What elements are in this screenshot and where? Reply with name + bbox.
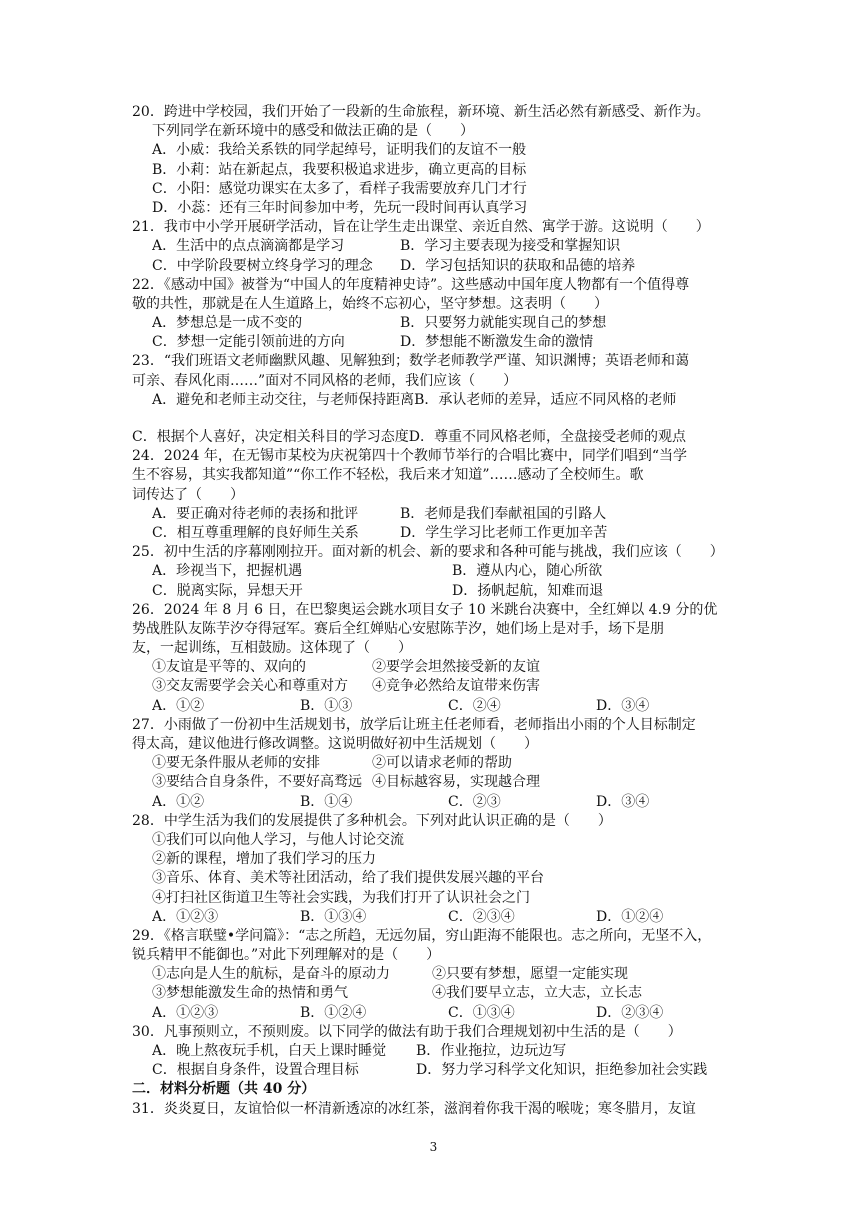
question-22 [132,276,744,353]
option-b: B．作业拖拉，边玩边写 [416,1043,567,1059]
option-d: D．尊重不同风格老师，全盘接受老师的观点 [408,429,686,445]
statement-3: ③梦想能激发生命的热情和勇气 [152,985,348,1002]
question-stem-line: 23．“我们班语文老师幽默风趣、见解独到；数学老师教学严谨、知识渊博；英语老师和蔼 [132,353,689,370]
option-b: B．①④ [300,793,353,810]
statement-4: ④竞争必然给友谊带来伤害 [372,678,540,695]
question-stem-line: 26．2024 年 8 月 6 日，在巴黎奥运会跳水项目女子 10 米跳台决赛中，全红婵以 4.9 分的优 [132,601,718,618]
option-b: B．①②④ [300,1004,367,1021]
option-a: A．晚上熬夜玩手机，白天上课时睡觉 [152,1043,387,1059]
option-c: C．②③ [448,793,501,810]
option-c: C．小阳：感觉功课实在太多了，看样子我需要放弃几门才行 [152,180,527,197]
question-27 [132,716,744,812]
statement-1: ①友谊是平等的、双向的 [152,659,306,676]
statement-1: ①志向是人生的航标，是奋斗的原动力 [152,966,390,983]
option-c: C．梦想一定能引领前进的方向 [152,334,345,351]
question-24 [132,447,744,543]
question-stem-line: 24．2024 年，在无锡市某校为庆祝第四十个教师节举行的合唱比赛中，同学们唱到“当学 [132,448,688,465]
question-stem-line: 27．小雨做了一份初中生活规划书，放学后让班主任老师看，老师指出小雨的个人目标制定 [132,716,696,733]
question-29 [132,927,744,1023]
question-stem-line: 28．中学生活为我们的发展提供了多种机会。下列对此认识正确的是（ ） [132,812,612,829]
option-d: D．③④ [596,697,650,714]
statement-3: ③音乐、体育、美术等社团活动，给了我们提供发展兴趣的平台 [152,870,544,887]
option-a: A．①②③ [152,1004,219,1021]
option-d: D．学生学习比老师工作更加辛苦 [400,524,608,541]
statement-4: ④我们要早立志，立大志，立长志 [432,985,642,1002]
statement-4: ④打扫社区街道卫生等社会实践，为我们打开了认识社会之门 [152,889,530,906]
question-20 [132,103,744,218]
option-a: A．要正确对待老师的表扬和批评 [152,505,359,522]
option-c: C．根据个人喜好，决定相关科目的学习态度 [132,429,409,445]
option-a: A．①②③ [152,908,219,925]
option-b: B．小莉：站在新起点，我要积极追求进步，确立更高的目标 [152,161,527,178]
option-b: B．承认老师的差异，适应不同风格的老师 [414,391,677,408]
option-d: D．梦想能不断激发生命的激情 [400,334,594,351]
option-d: D．②③④ [596,1004,664,1021]
option-d: D．①②④ [596,908,664,925]
question-25 [132,543,744,601]
option-d: D．③④ [596,793,650,810]
question-30 [132,1023,744,1081]
options-ab-line [132,391,744,410]
option-a: A．①② [152,793,205,810]
question-stem-line: 29．《格言联璧•学问篇》：“志之所趋，无远勿届，穷山距海不能限也。志之所向，无坚不入， [132,927,712,944]
question-stem-line: 25．初中生活的序幕刚刚拉开。面对新的机会、新的要求和各种可能与挑战，我们应该（ ） [132,544,724,561]
option-a: A．珍视当下，把握机遇 [152,563,303,580]
question-stem-line: 下列同学在新环境中的感受和做法正确的是（ ） [152,123,474,140]
question-21 [132,218,744,276]
option-a: A．①② [152,697,205,714]
option-d: D．扬帆起航，知难而退 [452,582,604,599]
option-a: A．梦想总是一成不变的 [152,315,303,332]
question-23 [132,352,744,447]
section-heading: 二．材料分析题（共 40 分） [132,1081,316,1098]
option-b: B．老师是我们奉献祖国的引路人 [400,505,607,522]
question-stem-line: 22．《感动中国》被誉为“中国人的年度精神史诗”。这些感动中国年度人物都有一个值得尊 [132,276,690,293]
question-stem-line: 30．凡事预则立，不预则废。以下同学的做法有助于我们合理规划初中生活的是（ ） [132,1023,682,1040]
option-a: A．避免和老师主动交往，与老师保持距离 [152,391,415,408]
question-stem-line: 得太高，建议他进行修改调整。这说明做好初中生活规划（ ） [132,736,538,752]
option-c: C．②④ [448,697,501,714]
statement-2: ②要学会坦然接受新的友谊 [372,659,540,676]
question-28 [132,812,744,927]
option-c: C．相互尊重理解的良好师生关系 [152,524,359,541]
statement-3: ③交友需要学会关心和尊重对方 [152,678,348,695]
statement-2: ②可以请求老师的帮助 [372,755,512,772]
question-stem-line: 可亲、春风化雨……”面对不同风格的老师，我们应该（ ） [132,372,518,389]
option-b: B．①③ [300,697,353,714]
question-26 [132,601,744,716]
statement-1: ①我们可以向他人学习，与他人讨论交流 [152,831,404,848]
option-c: C．②③④ [448,908,515,925]
statement-2: ②只要有梦想，愿望一定能实现 [432,966,628,983]
statement-2: ②新的课程，增加了我们学习的压力 [152,851,376,868]
question-stem-line: 锐兵精甲不能御也。”对此下列理解对的是（ ） [132,947,441,964]
question-31-first-line: 31．炎炎夏日，友谊恰似一杯清新透凉的冰红茶，滋润着你我干渴的喉咙；寒冬腊月，友谊 [132,1100,696,1117]
option-c: C．根据自身条件，设置合理目标 [152,1062,359,1079]
option-b: B．遵从内心，随心所欲 [452,563,603,580]
option-a: A．小威：我给关系铁的同学起绰号，证明我们的友谊不一般 [152,142,527,159]
question-stem-line: 友，一起训练，互相鼓励。这体现了（ ） [132,640,412,657]
page-number: 3 [429,1140,438,1154]
option-d: D．学习包括知识的获取和品德的培养 [400,257,636,274]
statement-1: ①要无条件服从老师的安排 [152,755,320,772]
statement-4: ④目标越容易，实现越合理 [372,774,540,791]
question-stem-line: 词传达了（ ） [132,486,244,503]
option-d: D．努力学习科学文化知识，拒绝参加社会实践 [416,1062,708,1079]
question-stem-line: 20．跨进中学校园，我们开始了一段新的生命旅程，新环境、新生活必然有新感受、新作为。 [132,104,710,120]
option-b: B．①③④ [300,908,367,925]
option-a: A．生活中的点点滴滴都是学习 [152,238,345,255]
option-b: B．学习主要表现为接受和掌握知识 [400,238,621,255]
option-c: C．中学阶段要树立终身学习的理念 [152,257,373,274]
page-content [132,103,744,1119]
option-b: B．只要努力就能实现自己的梦想 [400,315,607,332]
question-stem-line: 生不容易，其实我都知道”“你工作不轻松，我后来才知道”……感动了全校师生。歌 [132,467,644,484]
statement-3: ③要结合自身条件，不要好高骛远 [152,774,362,791]
question-stem-line: 势战胜队友陈芋汐夺得冠军。赛后全红婵贴心安慰陈芋汐，她们场上是对手，场下是朋 [132,620,664,637]
option-c: C．①③④ [448,1004,515,1021]
option-d: D．小蕊：还有三年时间参加中考，先玩一段时间再认真学习 [152,199,528,216]
option-c: C．脱离实际，异想天开 [152,582,303,599]
question-stem-line: 21．我市中小学开展研学活动，旨在让学生走出课堂、亲近自然、寓学于游。这说明（ ） [132,219,710,236]
options-cd-line [132,428,744,447]
question-stem-line: 敬的共性，那就是在人生道路上，始终不忘初心，坚守梦想。这表明（ ） [132,295,608,312]
